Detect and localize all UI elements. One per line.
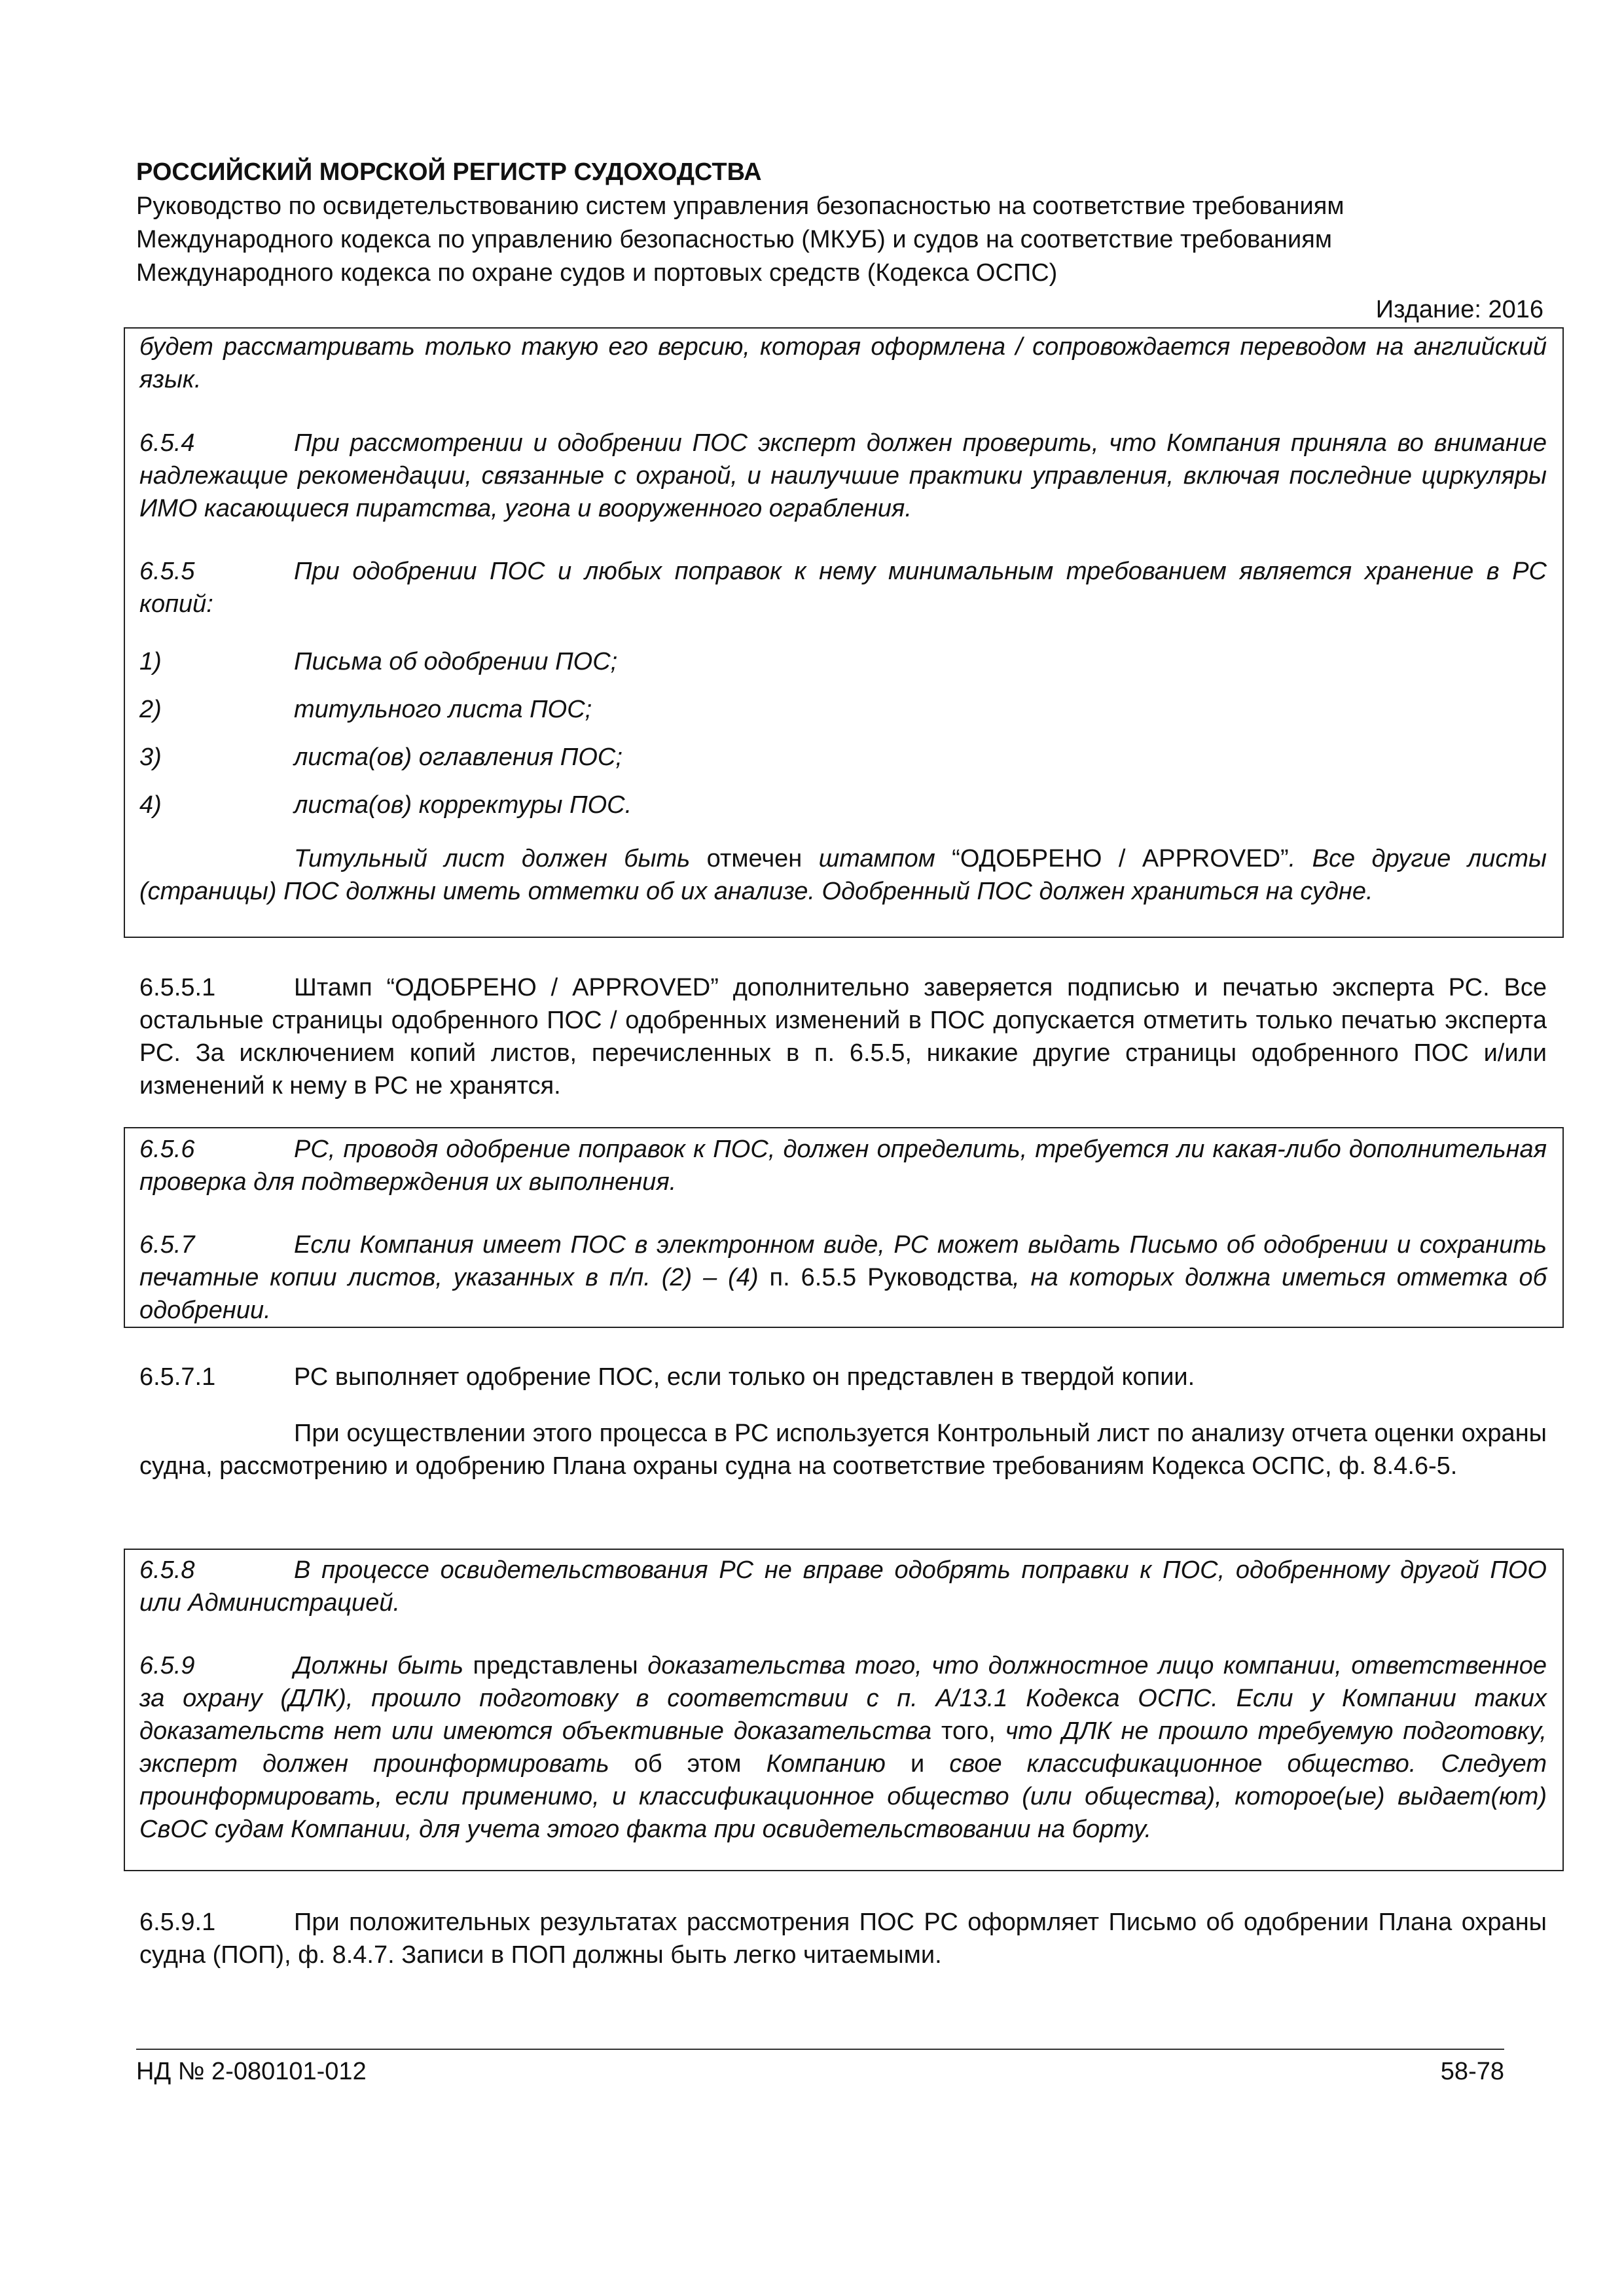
- paragraph-6-5-4: [139, 427, 1547, 525]
- paragraph-text-h: и: [885, 1750, 950, 1778]
- stamp-paragraph: [139, 842, 1547, 908]
- list-item: [139, 693, 592, 726]
- paragraph-number: 6.5.9.1: [139, 1909, 216, 1936]
- paragraph-text: РС выполняет одобрение ПОС, если только он представлен в твердой копии.: [294, 1363, 1195, 1391]
- list-item-text: листа(ов) корректуры ПОС.: [294, 791, 632, 819]
- paragraph-number: 6.5.7: [139, 1231, 195, 1259]
- paragraph-text-f: об этом: [609, 1750, 767, 1778]
- paragraph-6-5-6: [139, 1133, 1547, 1198]
- paragraph-text-b: представлены: [463, 1652, 648, 1679]
- list-item: [139, 789, 632, 821]
- stamp-text-e: . Все другие листы (страницы) ПОС должны иметь отметки об их анализе. Одобренный ПОС должен храниться на судне.: [139, 845, 1547, 905]
- stamp-text-c: штампом: [818, 845, 935, 872]
- page-header: [136, 154, 1543, 290]
- list-item-number: 2): [139, 696, 162, 723]
- edition-label: Издание: 2016: [1375, 296, 1543, 323]
- paragraph-text: При осуществлении этого процесса в РС используется Контрольный лист по анализу отчета оценки охраны судна, рассмотрению и одобрению Плана охраны судна на соответствие требованиям Кодекса ОСПС, ф. 8.4.6-5.: [139, 1420, 1547, 1480]
- paragraph-text-e: что ДЛК не прошло требуемую подготовку, эксперт должен проинформировать: [139, 1717, 1547, 1778]
- paragraph-text: В процессе освидетельствования РС не вправе одобрять поправки к ПОС, одобренному другой ПОО или Администрацией.: [139, 1556, 1547, 1617]
- paragraph-text: РС, проводя одобрение поправок к ПОС, должен определить, требуется ли какая-либо дополнительная проверка для подтверждения их выполнения.: [139, 1136, 1547, 1196]
- paragraph-6-5-7-1: [139, 1361, 1547, 1393]
- paragraph-text-a: Если Компания имеет ПОС в электронном виде, РС может выдать Письмо об одобрении и сохранить печатные копии листов, указанных в п/п. (2) – (4): [139, 1231, 1547, 1291]
- paragraph-6-5-9: [139, 1649, 1547, 1846]
- list-item-text: титульного листа ПОС;: [294, 696, 592, 723]
- checklist-paragraph: [139, 1417, 1547, 1482]
- paragraph-number: 6.5.7.1: [139, 1363, 216, 1391]
- list-item-text: листа(ов) оглавления ПОС;: [294, 744, 623, 771]
- paragraph-number: 6.5.5.1: [139, 974, 216, 1001]
- document-subtitle-line: Руководство по освидетельствованию систем управления безопасностью на соответствие требованиям: [136, 192, 1344, 220]
- document-subtitle-line: Международного кодекса по управлению безопасностью (МКУБ) и судов на соответствие требованиям: [136, 226, 1332, 253]
- paragraph-text: При рассмотрении и одобрении ПОС эксперт должен проверить, что Компания приняла во внимание надлежащие рекомендации, связанные с охраной, и наилучшие практики управления, включая последние циркуляры ИМО касающиеся пиратства, угона и вооруженного ограбления.: [139, 429, 1547, 522]
- paragraph-text-g: Компанию: [766, 1750, 886, 1778]
- paragraph-6-5-8: [139, 1554, 1547, 1619]
- paragraph-text: При одобрении ПОС и любых поправок к нему минимальным требованием является хранение в РС копий:: [139, 558, 1547, 618]
- paragraph-6-5-7: [139, 1229, 1547, 1327]
- organization-title: РОССИЙСКИЙ МОРСКОЙ РЕГИСТР СУДОХОДСТВА: [136, 158, 762, 186]
- paragraph-6-5-9-1: [139, 1906, 1547, 1971]
- document-number: НД № 2-080101-012: [136, 2058, 367, 2085]
- paragraph-number: 6.5.6: [139, 1136, 195, 1163]
- list-item-number: 3): [139, 744, 162, 771]
- page-number: 58-78: [1440, 2058, 1504, 2085]
- paragraph-number: 6.5.4: [139, 429, 195, 457]
- paragraph-6-5-5: [139, 555, 1547, 620]
- document-subtitle-line: Международного кодекса по охране судов и портовых средств (Кодекса ОСПС): [136, 259, 1058, 287]
- list-item-text: Письма об одобрении ПОС;: [294, 648, 618, 675]
- paragraph-number: 6.5.8: [139, 1556, 195, 1584]
- stamp-text-a: Титульный лист должен быть: [294, 845, 691, 872]
- stamp-text-d: “ОДОБРЕНО / APPROVED”: [935, 845, 1289, 872]
- paragraph-text-c: доказательства того, что должностное лицо компании, ответственное за охрану (ДЛК), прошло подготовку в соответствии с п. A/13.1 Кодекса ОСПС. Если у Компании таких доказательств нет или имеются объективные доказательства: [139, 1652, 1547, 1745]
- footer-divider: [136, 2049, 1504, 2050]
- paragraph-text: При положительных результатах рассмотрения ПОС РС оформляет Письмо об одобрении Плана охраны судна (ПОП), ф. 8.4.7. Записи в ПОП должны быть легко читаемыми.: [139, 1909, 1547, 1969]
- paragraph-text-b: п. 6.5.5 Руководства: [758, 1264, 1013, 1291]
- paragraph-text-c: , на которых должна иметься отметка об одобрении.: [139, 1264, 1547, 1324]
- list-item: [139, 645, 617, 678]
- paragraph-text-d: того,: [931, 1717, 1005, 1745]
- list-item: [139, 741, 623, 774]
- list-item-number: 4): [139, 791, 162, 819]
- paragraph-6-5-5-1: [139, 971, 1547, 1102]
- list-item-number: 1): [139, 648, 162, 675]
- continuation-paragraph: будет рассматривать только такую его версию, которая оформлена / сопровождается переводом на английский язык.: [139, 333, 1547, 393]
- paragraph-text: Штамп “ОДОБРЕНО / APPROVED” дополнительно заверяется подписью и печатью эксперта РС. Все остальные страницы одобренного ПОС / одобренных изменений в ПОС допускается отметить только печатью эксперта РС. За исключением копий листов, перечисленных в п. 6.5.5, никакие другие страницы одобренного ПОС и/или изменений к нему в РС не хранятся.: [139, 974, 1547, 1100]
- paragraph-number: 6.5.5: [139, 558, 195, 585]
- paragraph-text-i: свое классификационное общество. Следует проинформировать, если применимо, и классификационное общество (или общества), которое(ые) выдает(ют) СвОС судам Компании, для учета этого факта при освидетельствовании на борту.: [139, 1750, 1547, 1843]
- paragraph-number: 6.5.9: [139, 1652, 195, 1679]
- stamp-text-b: отмечен: [690, 845, 819, 872]
- paragraph-text-a: Должны быть: [294, 1652, 463, 1679]
